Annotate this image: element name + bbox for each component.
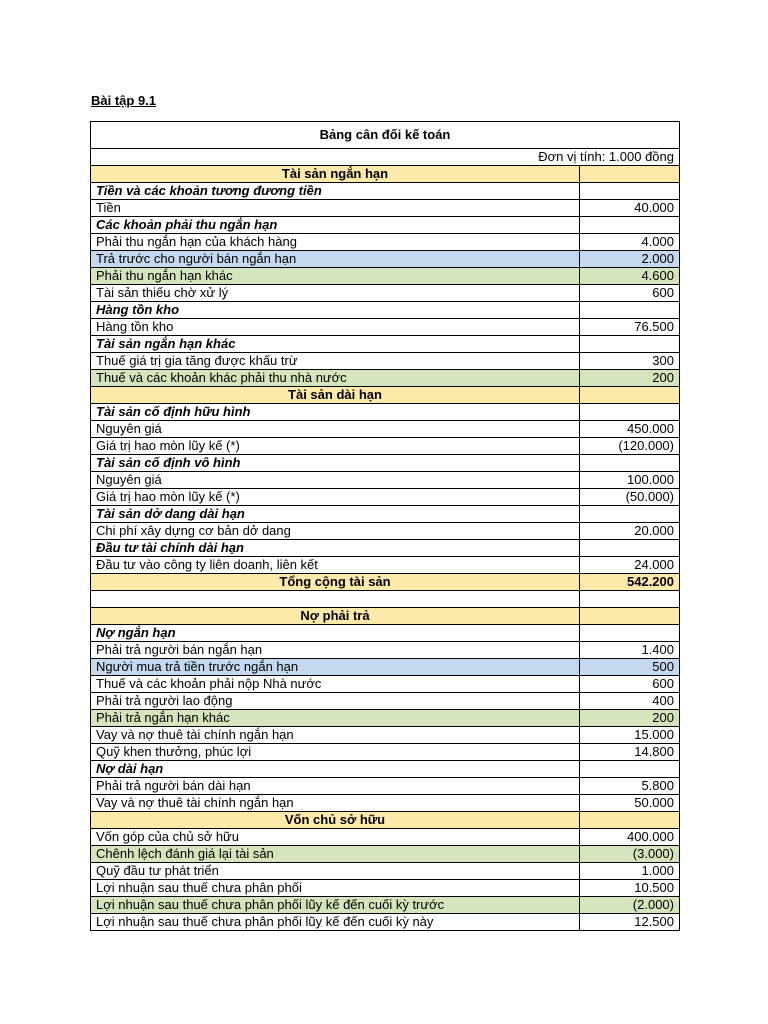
row-label: Thuế và các khoản phải nộp Nhà nước [91,676,580,693]
subsection-row [91,302,680,319]
table-row [91,251,680,268]
row-label: Vay và nợ thuê tài chính ngắn hạn [91,795,580,812]
row-amount: 100.000 [580,472,680,489]
table-title-row [91,122,680,149]
row-amount: 200 [580,710,680,727]
unit-row [91,149,680,166]
row-amount [580,591,680,608]
row-label: Trả trước cho người bán ngắn hạn [91,251,580,268]
blank-row [91,591,680,608]
table-row [91,880,680,897]
row-label: Phải trả người bán dài hạn [91,778,580,795]
row-amount: 600 [580,285,680,302]
row-amount: (120.000) [580,438,680,455]
balance-sheet-table [90,121,680,931]
table-row [91,234,680,251]
row-label: Nợ ngắn hạn [91,625,580,642]
row-amount: 5.800 [580,778,680,795]
table-row [91,914,680,931]
row-amount: 1.000 [580,863,680,880]
row-label: Tài sản ngắn hạn [91,166,580,183]
section-header-row [91,166,680,183]
row-label: Tài sản thiếu chờ xử lý [91,285,580,302]
row-label: Vay và nợ thuê tài chính ngắn hạn [91,727,580,744]
row-label: Các khoản phải thu ngắn hạn [91,217,580,234]
row-amount [580,812,680,829]
row-amount [580,166,680,183]
row-label [91,591,580,608]
row-amount [580,404,680,421]
table-row [91,863,680,880]
row-amount [580,217,680,234]
row-label: Phải trả ngắn hạn khác [91,710,580,727]
row-amount: 450.000 [580,421,680,438]
table-row [91,744,680,761]
section-header-row [91,608,680,625]
row-amount: 1.400 [580,642,680,659]
row-label: Tài sản dài hạn [91,387,580,404]
table-row [91,642,680,659]
table-row [91,727,680,744]
row-amount [580,387,680,404]
row-amount: 400 [580,693,680,710]
table-title: Bảng cân đối kế toán [91,122,680,149]
row-label: Đầu tư vào công ty liên doanh, liên kết [91,557,580,574]
row-amount [580,506,680,523]
row-amount: 600 [580,676,680,693]
row-amount: 14.800 [580,744,680,761]
row-label: Hàng tồn kho [91,319,580,336]
row-label: Phải thu ngắn hạn khác [91,268,580,285]
row-amount [580,183,680,200]
row-label: Phải trả người bán ngắn hạn [91,642,580,659]
row-amount [580,302,680,319]
table-row [91,557,680,574]
row-label: Vốn chủ sở hữu [91,812,580,829]
subsection-row [91,455,680,472]
row-label: Phải trả người lao động [91,693,580,710]
table-row [91,710,680,727]
subsection-row [91,625,680,642]
table-row [91,268,680,285]
table-row [91,370,680,387]
row-label: Lợi nhuận sau thuế chưa phân phối [91,880,580,897]
row-label: Phải thu ngắn hạn của khách hàng [91,234,580,251]
subsection-row [91,404,680,421]
row-label: Tổng cộng tài sản [91,574,580,591]
row-amount: 4.000 [580,234,680,251]
row-label: Thuế và các khoản khác phải thu nhà nước [91,370,580,387]
row-label: Tài sản dở dang dài hạn [91,506,580,523]
row-label: Lợi nhuận sau thuế chưa phân phối lũy kế đến cuối kỳ này [91,914,580,931]
row-label: Nguyên giá [91,472,580,489]
table-row [91,319,680,336]
subsection-row [91,506,680,523]
balance-sheet-body [91,122,680,931]
subsection-row [91,183,680,200]
table-row [91,523,680,540]
section-header-row [91,387,680,404]
table-row [91,829,680,846]
row-label: Nợ phải trả [91,608,580,625]
row-amount: 40.000 [580,200,680,217]
row-label: Thuế giá trị gia tăng được khấu trừ [91,353,580,370]
row-label: Người mua trả tiền trước ngắn hạn [91,659,580,676]
row-label: Tiền [91,200,580,217]
row-amount [580,761,680,778]
row-amount: (2.000) [580,897,680,914]
row-label: Giá trị hao mòn lũy kế (*) [91,438,580,455]
table-row [91,421,680,438]
row-amount: 500 [580,659,680,676]
row-label: Đầu tư tài chính dài hạn [91,540,580,557]
row-amount: 300 [580,353,680,370]
table-row [91,353,680,370]
section-header-row [91,812,680,829]
table-row [91,693,680,710]
row-amount: 200 [580,370,680,387]
row-label: Nợ dài hạn [91,761,580,778]
row-label: Giá trị hao mòn lũy kế (*) [91,489,580,506]
row-amount: 76.500 [580,319,680,336]
subsection-row [91,336,680,353]
row-amount: 400.000 [580,829,680,846]
row-amount: (50.000) [580,489,680,506]
row-label: Tài sản cố định vô hình [91,455,580,472]
row-amount [580,336,680,353]
row-label: Nguyên giá [91,421,580,438]
row-amount: 542.200 [580,574,680,591]
row-label: Vốn góp của chủ sở hữu [91,829,580,846]
table-row [91,778,680,795]
table-row [91,676,680,693]
table-row [91,659,680,676]
total-row [91,574,680,591]
exercise-title: Bài tập 9.1 [91,93,157,108]
row-label: Hàng tồn kho [91,302,580,319]
row-label: Lợi nhuận sau thuế chưa phân phối lũy kế đến cuối kỳ trước [91,897,580,914]
row-amount [580,455,680,472]
row-label: Quỹ đầu tư phát triển [91,863,580,880]
unit-label: Đơn vị tính: 1.000 đồng [91,149,680,166]
row-amount: 10.500 [580,880,680,897]
subsection-row [91,540,680,557]
row-amount [580,625,680,642]
row-amount: (3.000) [580,846,680,863]
row-amount: 12.500 [580,914,680,931]
row-amount [580,540,680,557]
table-row [91,489,680,506]
table-row [91,438,680,455]
row-amount: 50.000 [580,795,680,812]
table-row [91,846,680,863]
row-amount: 15.000 [580,727,680,744]
subsection-row [91,217,680,234]
table-row [91,897,680,914]
row-label: Chênh lệch đánh giá lại tài sản [91,846,580,863]
subsection-row [91,761,680,778]
row-label: Chi phí xây dựng cơ bản dở dang [91,523,580,540]
table-row [91,472,680,489]
row-amount: 2.000 [580,251,680,268]
row-label: Tài sản ngắn hạn khác [91,336,580,353]
row-amount: 4.600 [580,268,680,285]
table-row [91,200,680,217]
row-label: Tiền và các khoản tương đương tiền [91,183,580,200]
table-row [91,795,680,812]
row-amount: 24.000 [580,557,680,574]
row-amount: 20.000 [580,523,680,540]
row-label: Tài sản cố định hữu hình [91,404,580,421]
row-label: Quỹ khen thưởng, phúc lợi [91,744,580,761]
row-amount [580,608,680,625]
table-row [91,285,680,302]
